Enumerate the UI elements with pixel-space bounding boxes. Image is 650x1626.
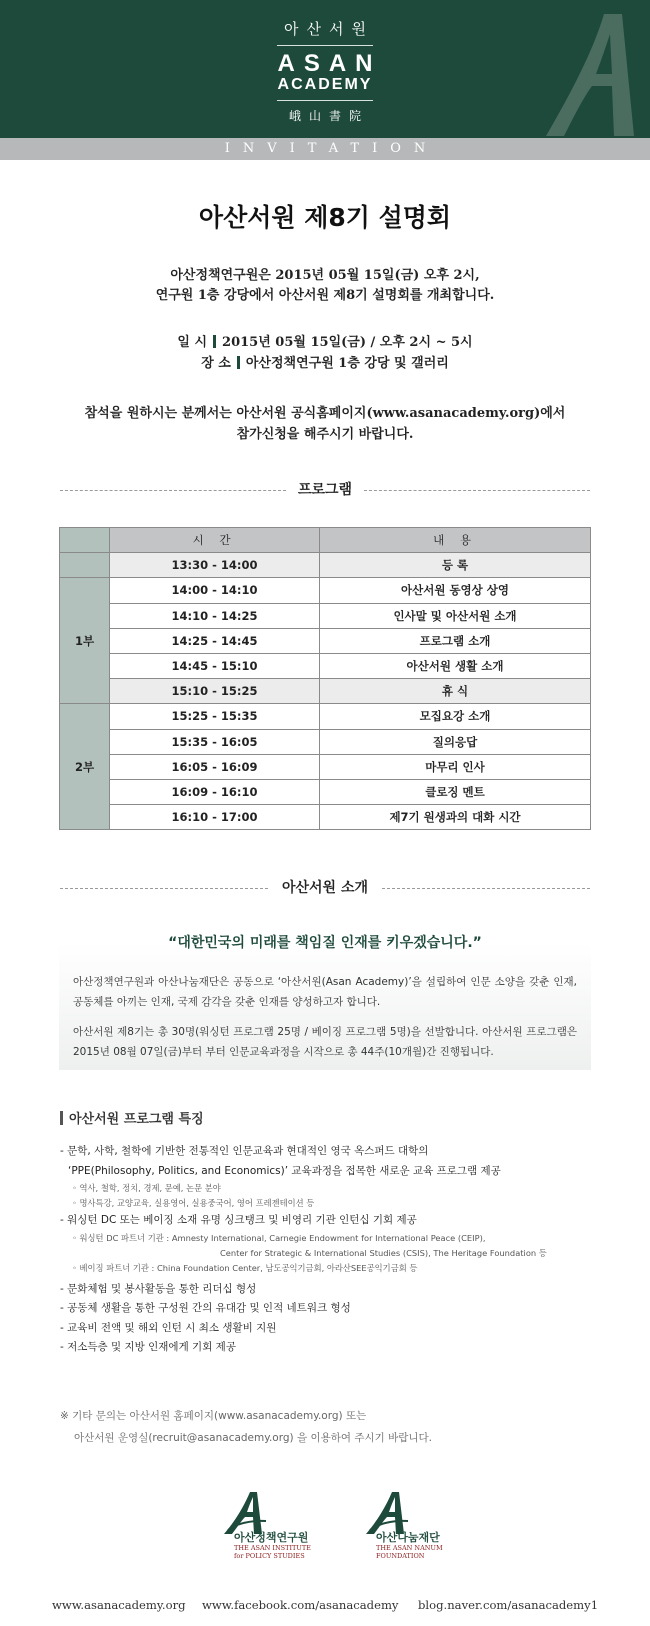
row-time: 15:10 - 15:25 xyxy=(110,679,320,704)
intro-line-1: 아산정책연구원은 2015년 05월 15일(금) 오후 2시, xyxy=(170,268,480,283)
table-row xyxy=(60,805,591,830)
contact-note xyxy=(60,1405,432,1449)
feature-5: - 교육비 전액 및 해외 인턴 시 최소 생활비 지원 xyxy=(60,1321,277,1334)
row-time: 13:30 - 14:00 xyxy=(110,553,320,578)
features-title xyxy=(60,1108,204,1127)
row-content: 질의응답 xyxy=(320,729,591,754)
col-content-header: 내 용 xyxy=(320,528,591,553)
divider-bar xyxy=(213,335,216,348)
apply-line-2: 참가신청을 해주시기 바랍니다. xyxy=(236,427,414,442)
part-2-label: 2부 xyxy=(60,704,110,830)
table-row xyxy=(60,653,591,678)
row-time: 15:25 - 15:35 xyxy=(110,704,320,729)
facebook-link[interactable]: www.facebook.com/asanacademy xyxy=(202,1598,399,1612)
row-time: 16:10 - 17:00 xyxy=(110,805,320,830)
features-title-text: 아산서원 프로그램 특징 xyxy=(69,1112,204,1127)
row-time: 14:25 - 14:45 xyxy=(110,628,320,653)
table-header-row xyxy=(60,528,591,553)
table-row xyxy=(60,754,591,779)
asan-institute-en-2: for POLICY STUDIES xyxy=(234,1552,305,1560)
feature-2-sub-2: ◦ 베이징 파트너 기관 : China Foundation Center, 남도공익기금회, 아라산SEE공익기금회 등 xyxy=(72,1262,418,1273)
note-line-1: ※ 기타 문의는 아산서원 홈페이지(www.asanacademy.org) 또는 xyxy=(60,1410,367,1422)
row-content: 아산서원 동영상 상영 xyxy=(320,578,591,603)
row-content: 등 록 xyxy=(320,553,591,578)
intro-text xyxy=(0,266,650,306)
about-box xyxy=(59,942,591,1070)
table-row xyxy=(60,729,591,754)
asan-institute-en-1: THE ASAN INSTITUTE xyxy=(234,1544,311,1552)
feature-2-sub-1: ◦ 워싱턴 DC 파트너 기관 : Amnesty International, Carnegie Endowment for International Peace (CEIP), xyxy=(72,1232,486,1243)
features-list xyxy=(60,1142,600,1358)
asan-academy-logo xyxy=(0,18,650,124)
row-content: 프로그램 소개 xyxy=(320,628,591,653)
logo-divider-2 xyxy=(277,100,373,101)
asan-institute-name: 아산정책연구원 xyxy=(234,1531,309,1544)
table-row xyxy=(60,603,591,628)
row-time: 14:45 - 15:10 xyxy=(110,653,320,678)
note-line-2: 아산서원 운영실(recruit@asanacademy.org) 을 이용하여 주시기 바랍니다. xyxy=(74,1432,433,1444)
asan-nanum-en-1: THE ASAN NANUM xyxy=(376,1544,443,1552)
row-time: 14:00 - 14:10 xyxy=(110,578,320,603)
feature-2-sub-1-cont: Center for Strategic & International Studies (CSIS), The Heritage Foundation 등 xyxy=(220,1247,547,1258)
part-1-label: 1부 xyxy=(60,578,110,704)
page-title: 아산서원 제8기 설명회 xyxy=(198,203,452,232)
row-content: 휴 식 xyxy=(320,679,591,704)
header-banner xyxy=(0,0,650,138)
row-content: 제7기 원생과의 대화 시간 xyxy=(320,805,591,830)
feature-1-sub-2: ◦ 명사특강, 교양교육, 실용영어, 실용중국어, 영어 프레젠테이션 등 xyxy=(72,1198,315,1208)
table-row xyxy=(60,578,591,603)
about-paragraph-1: 아산정책연구원과 아산나눔재단은 공동으로 ‘아산서원(Asan Academy)’을 설립하여 인문 소양을 갖춘 인재, 공동체를 아끼는 인재, 국제 감각을 갖춘 인재를 양성하고자 합니다. xyxy=(73,976,577,1008)
about-heading-label: 아산서원 소개 xyxy=(281,880,369,896)
asan-nanum-name: 아산나눔재단 xyxy=(376,1531,440,1544)
table-corner xyxy=(60,528,110,553)
asan-nanum-en-2: FOUNDATION xyxy=(376,1552,425,1560)
table-row xyxy=(60,628,591,653)
table-row xyxy=(60,704,591,729)
feature-4: - 공동체 생활을 통한 구성원 간의 유대감 및 인적 네트워크 형성 xyxy=(60,1302,351,1314)
date-label: 일 시 xyxy=(177,335,208,350)
about-heading xyxy=(60,878,590,898)
program-heading xyxy=(60,480,590,500)
feature-6: - 저소득층 및 지방 인재에게 기회 제공 xyxy=(60,1341,236,1353)
table-row xyxy=(60,779,591,804)
place-value: 아산정책연구원 1층 강당 및 갤러리 xyxy=(245,356,449,371)
blog-link[interactable]: blog.naver.com/asanacademy1 xyxy=(418,1598,599,1612)
feature-2: - 워싱턴 DC 또는 베이징 소재 유명 싱크탱크 및 비영리 기관 인턴십 기회 제공 xyxy=(60,1214,417,1226)
logo-korean: 아산서원 xyxy=(284,20,374,38)
apply-notice xyxy=(0,403,650,445)
program-table xyxy=(59,527,591,830)
table-row xyxy=(60,553,591,578)
about-paragraph-2: 아산서원 제8기는 총 30명(워싱턴 프로그램 25명 / 베이징 프로그램 5명)을 선발합니다. 아산서원 프로그램은 2015년 08월 07일(금)부터 부터 인문교육과정을 시작으로 총 44주(10개월)간 진행됩니다. xyxy=(73,1026,577,1058)
row-time: 15:35 - 16:05 xyxy=(110,729,320,754)
about-quote: “대한민국의 미래를 책임질 인재를 키우겠습니다.” xyxy=(168,935,482,951)
feature-1: - 문학, 사학, 철학에 기반한 전통적인 인문교육과 현대적인 영국 옥스퍼드 대학의 xyxy=(60,1145,429,1157)
logo-hanja: 峨山書院 xyxy=(288,109,369,123)
invitation-bar: INVITATION xyxy=(0,138,650,160)
website-link[interactable]: www.asanacademy.org xyxy=(52,1598,186,1612)
row-content: 마무리 인사 xyxy=(320,754,591,779)
feature-3: - 문화체험 및 봉사활동을 통한 리더십 형성 xyxy=(60,1282,257,1295)
part-empty xyxy=(60,553,110,578)
logo-academy: ACADEMY xyxy=(277,76,373,93)
title-bar xyxy=(60,1111,63,1125)
feature-1-cont: ‘PPE(Philosophy, Politics, and Economics)’ 교육과정을 접목한 새로운 교육 프로그램 제공 xyxy=(68,1164,501,1177)
row-time: 16:05 - 16:09 xyxy=(110,754,320,779)
row-time: 16:09 - 16:10 xyxy=(110,779,320,804)
logo-asan: ASAN xyxy=(277,50,382,77)
event-info xyxy=(0,332,650,374)
event-date xyxy=(0,332,650,353)
event-place xyxy=(0,353,650,374)
row-content: 클로징 멘트 xyxy=(320,779,591,804)
row-content: 아산서원 생활 소개 xyxy=(320,653,591,678)
feature-1-sub-1: ◦ 역사, 철학, 정치, 경제, 문예, 논문 분야 xyxy=(72,1183,221,1193)
logo-divider xyxy=(277,45,373,46)
program-heading-label: 프로그램 xyxy=(297,482,353,498)
row-content: 인사말 및 아산서원 소개 xyxy=(320,603,591,628)
intro-line-2: 연구원 1층 강당에서 아산서원 제8기 설명회를 개최합니다. xyxy=(155,288,495,303)
asan-institute-english xyxy=(234,1544,311,1560)
asan-nanum-english xyxy=(376,1544,443,1560)
col-time-header: 시 간 xyxy=(110,528,320,553)
row-content: 모집요강 소개 xyxy=(320,704,591,729)
place-label: 장 소 xyxy=(201,356,231,371)
row-time: 14:10 - 14:25 xyxy=(110,603,320,628)
divider-bar xyxy=(237,356,240,369)
date-value: 2015년 05월 15일(금) / 오후 2시 ~ 5시 xyxy=(222,335,473,350)
table-row xyxy=(60,679,591,704)
apply-line-1: 참석을 원하시는 분께서는 아산서원 공식홈페이지(www.asanacademy.org)에서 xyxy=(84,406,566,421)
